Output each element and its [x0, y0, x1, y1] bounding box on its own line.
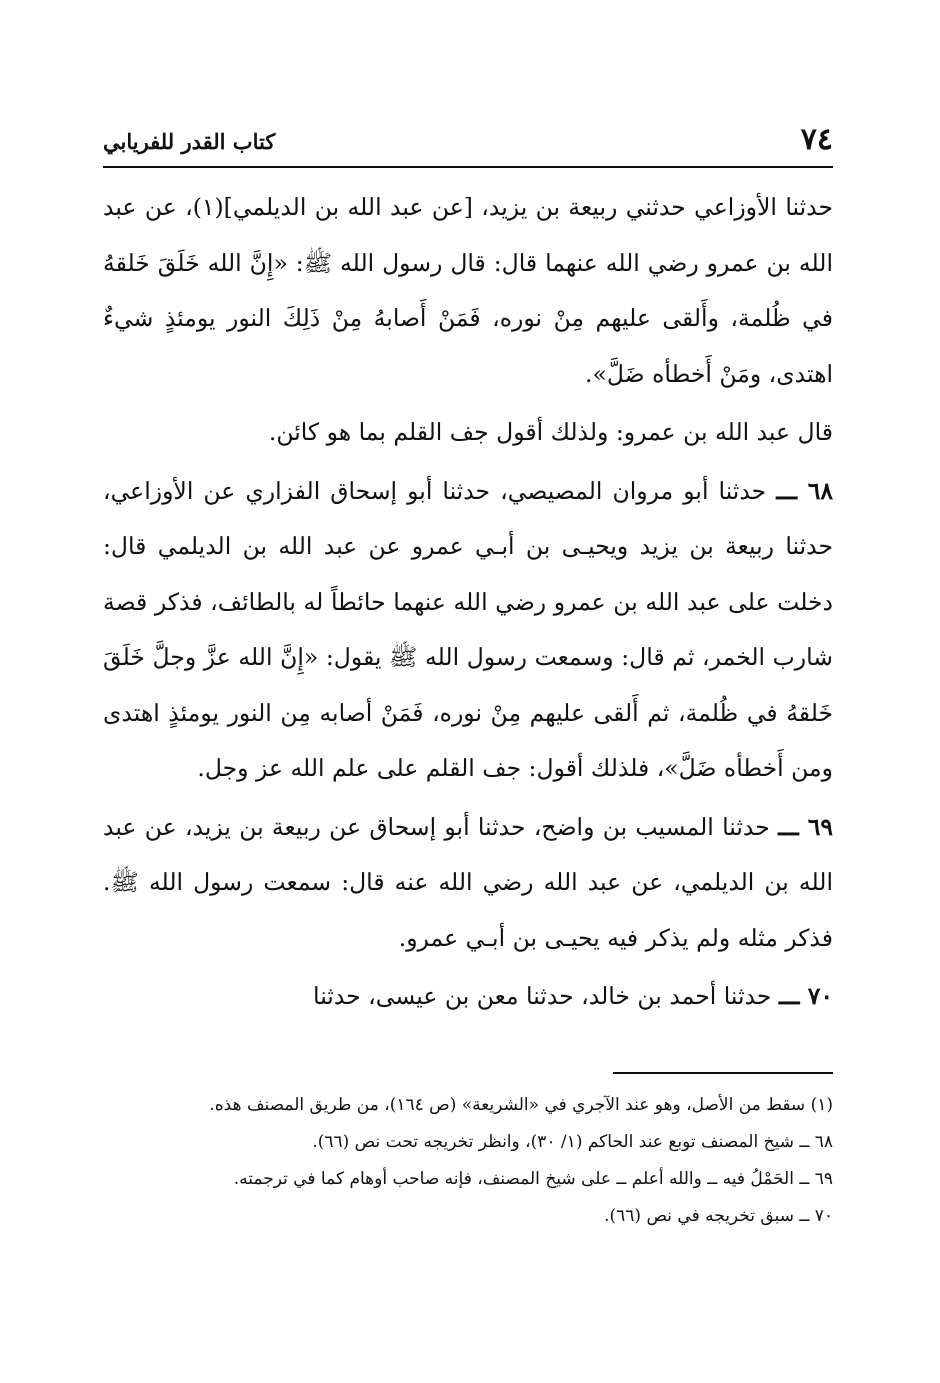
hadith-number: ٧٠ ـــ — [778, 982, 833, 1010]
footnote: ٦٩ ــ الحَمْلُ فيه ــ والله أعلم ــ على شيخ المصنف، فإنه صاحب أوهام كما في ترجمته. — [233, 1169, 833, 1189]
hadith-number: ٦٨ ـــ — [776, 476, 833, 505]
paragraph — [103, 800, 833, 967]
footnote: ٧٠ ــ سبق تخريجه في نص (٦٦). — [604, 1206, 833, 1226]
paragraph — [103, 969, 833, 1025]
footnote: (١) سقط من الأصل، وهو عند الآجري في «الشريعة» (ص ١٦٤)، من طريق المصنف هذه. — [209, 1095, 833, 1115]
paragraph — [103, 405, 833, 461]
footnotes — [103, 1090, 833, 1238]
page-header — [103, 122, 833, 166]
paragraph-text: حدثنا المسيب بن واضح، حدثنا أبو إسحاق عن ربيعة بن يزيد، عن عبد الله بن الديلمي، عن عبد الله رضي الله عنه قال: سمعت رسول الله ﷺ. فذكر مثله ولم يذكر فيه يحيـى بن أبـي عمرو. — [103, 812, 833, 952]
hadith-number: ٦٩ ـــ — [778, 812, 833, 841]
main-text — [103, 180, 833, 1025]
header-rule — [103, 166, 833, 168]
footnote: ٦٨ ــ شيخ المصنف توبع عند الحاكم (١/ ٣٠)، وانظر تخريجه تحت نص (٦٦). — [312, 1132, 833, 1152]
paragraph-text: حدثنا الأوزاعي حدثني ربيعة بن يزيد، [عن عبد الله بن الديلمي](١)، عن عبد الله بن عمرو رضي الله عنهما قال: قال رسول الله ﷺ: «إِنَّ الله خَلَقَ خَلقهُ في ظُلمة، وأَلقى عليهم مِنْ نوره، فَمَنْ أَصابهُ مِنْ ذَلِكَ النور يومئذٍ شيءٌ اهتدى، ومَنْ أَخطأه ضَلَّ». — [103, 193, 833, 388]
paragraph-text: قال عبد الله بن عمرو: ولذلك أقول جف القلم بما هو كائن. — [268, 418, 833, 446]
running-title: كتاب القدر للفريابي — [103, 129, 276, 154]
paragraph — [103, 464, 833, 797]
paragraph — [103, 180, 833, 402]
paragraph-text: حدثنا أحمد بن خالد، حدثنا معن بن عيسى، حدثنا — [313, 982, 772, 1010]
page-number: ٧٤ — [800, 122, 833, 157]
paragraph-text: حدثنا أبو مروان المصيصي، حدثنا أبو إسحاق الفزاري عن الأوزاعي، حدثنا ربيعة بن يزيد ويحيـى بن أبـي عمرو عن عبد الله بن الديلمي قال: دخلت على عبد الله بن عمرو رضي الله عنهما حائطاً له بالطائف، فذكر قصة شارب الخمر، ثم قال: وسمعت رسول الله ﷺ يقول: «إِنَّ الله عزَّ وجلَّ خَلَقَ خَلقهُ في ظُلمة، ثم أَلقى عليهم مِنْ نوره، فَمَنْ أصابه مِن النور يومئذٍ اهتدى ومن أَخطأه ضَلَّ»، فلذلك أقول: جف القلم على علم الله عز وجل. — [103, 476, 833, 782]
footnote-separator — [613, 1072, 833, 1074]
